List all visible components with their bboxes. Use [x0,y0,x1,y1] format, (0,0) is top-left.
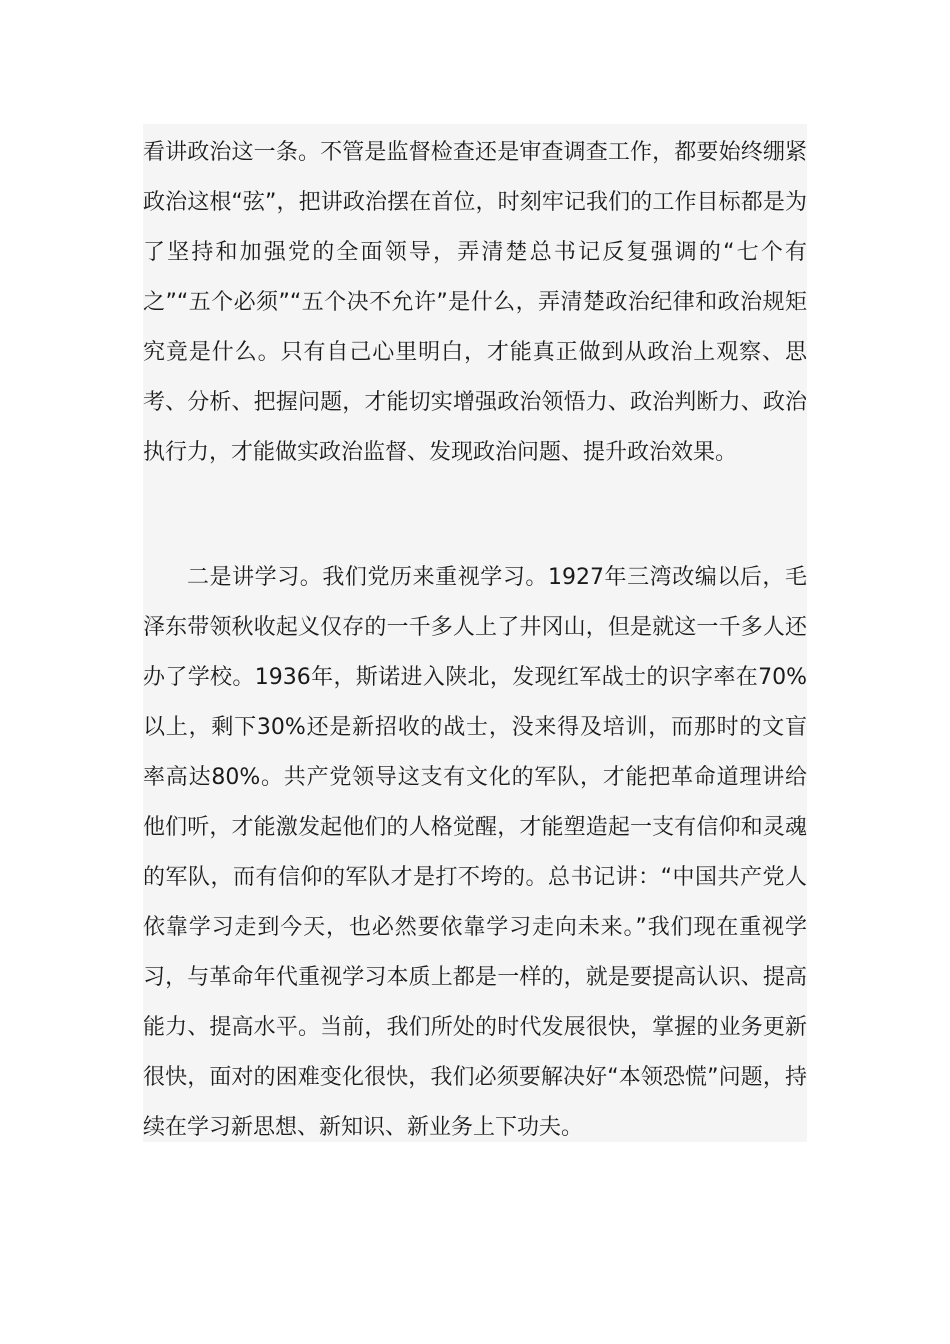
text-block [143,124,807,1142]
paragraph-learning: 二是讲学习。我们党历来重视学习。1927年三湾改编以后，毛泽东带领秋收起义仅存的一千多人上了井冈山，但是就这一千多人还办了学校。1936年，斯诺进入陕北，发现红军战士的识字率在70%以上，剩下30%还是新招收的战士，没来得及培训，而那时的文盲率高达80%。共产党领导这支有文化的军队，才能把革命道理讲给他们听，才能激发起他们的人格觉醒，才能塑造起一支有信仰和灵魂的军队，而有信仰的军队才是打不垮的。总书记讲：“中国共产党人依靠学习走到今天，也必然要依靠学习走向未来。”我们现在重视学习，与革命年代重视学习本质上都是一样的，就是要提高认识、提高能力、提高水平。当前，我们所处的时代发展很快，掌握的业务更新很快，面对的困难变化很快，我们必须要解决好“本领恐慌”问题，持续在学习新思想、新知识、新业务上下功夫。 [143,565,807,1140]
paragraph-political-discipline: 看讲政治这一条。不管是监督检查还是审查调查工作，都要始终绷紧政治这根“弦”，把讲政治摆在首位，时刻牢记我们的工作目标都是为了坚持和加强党的全面领导，弄清楚总书记反复强调的“七个有之”“五个必须”“五个决不允许”是什么，弄清楚政治纪律和政治规矩究竟是什么。只有自己心里明白，才能真正做到从政治上观察、思考、分析、把握问题，才能切实增强政治领悟力、政治判断力、政治执行力，才能做实政治监督、发现政治问题、提升政治效果。 [143,140,807,465]
